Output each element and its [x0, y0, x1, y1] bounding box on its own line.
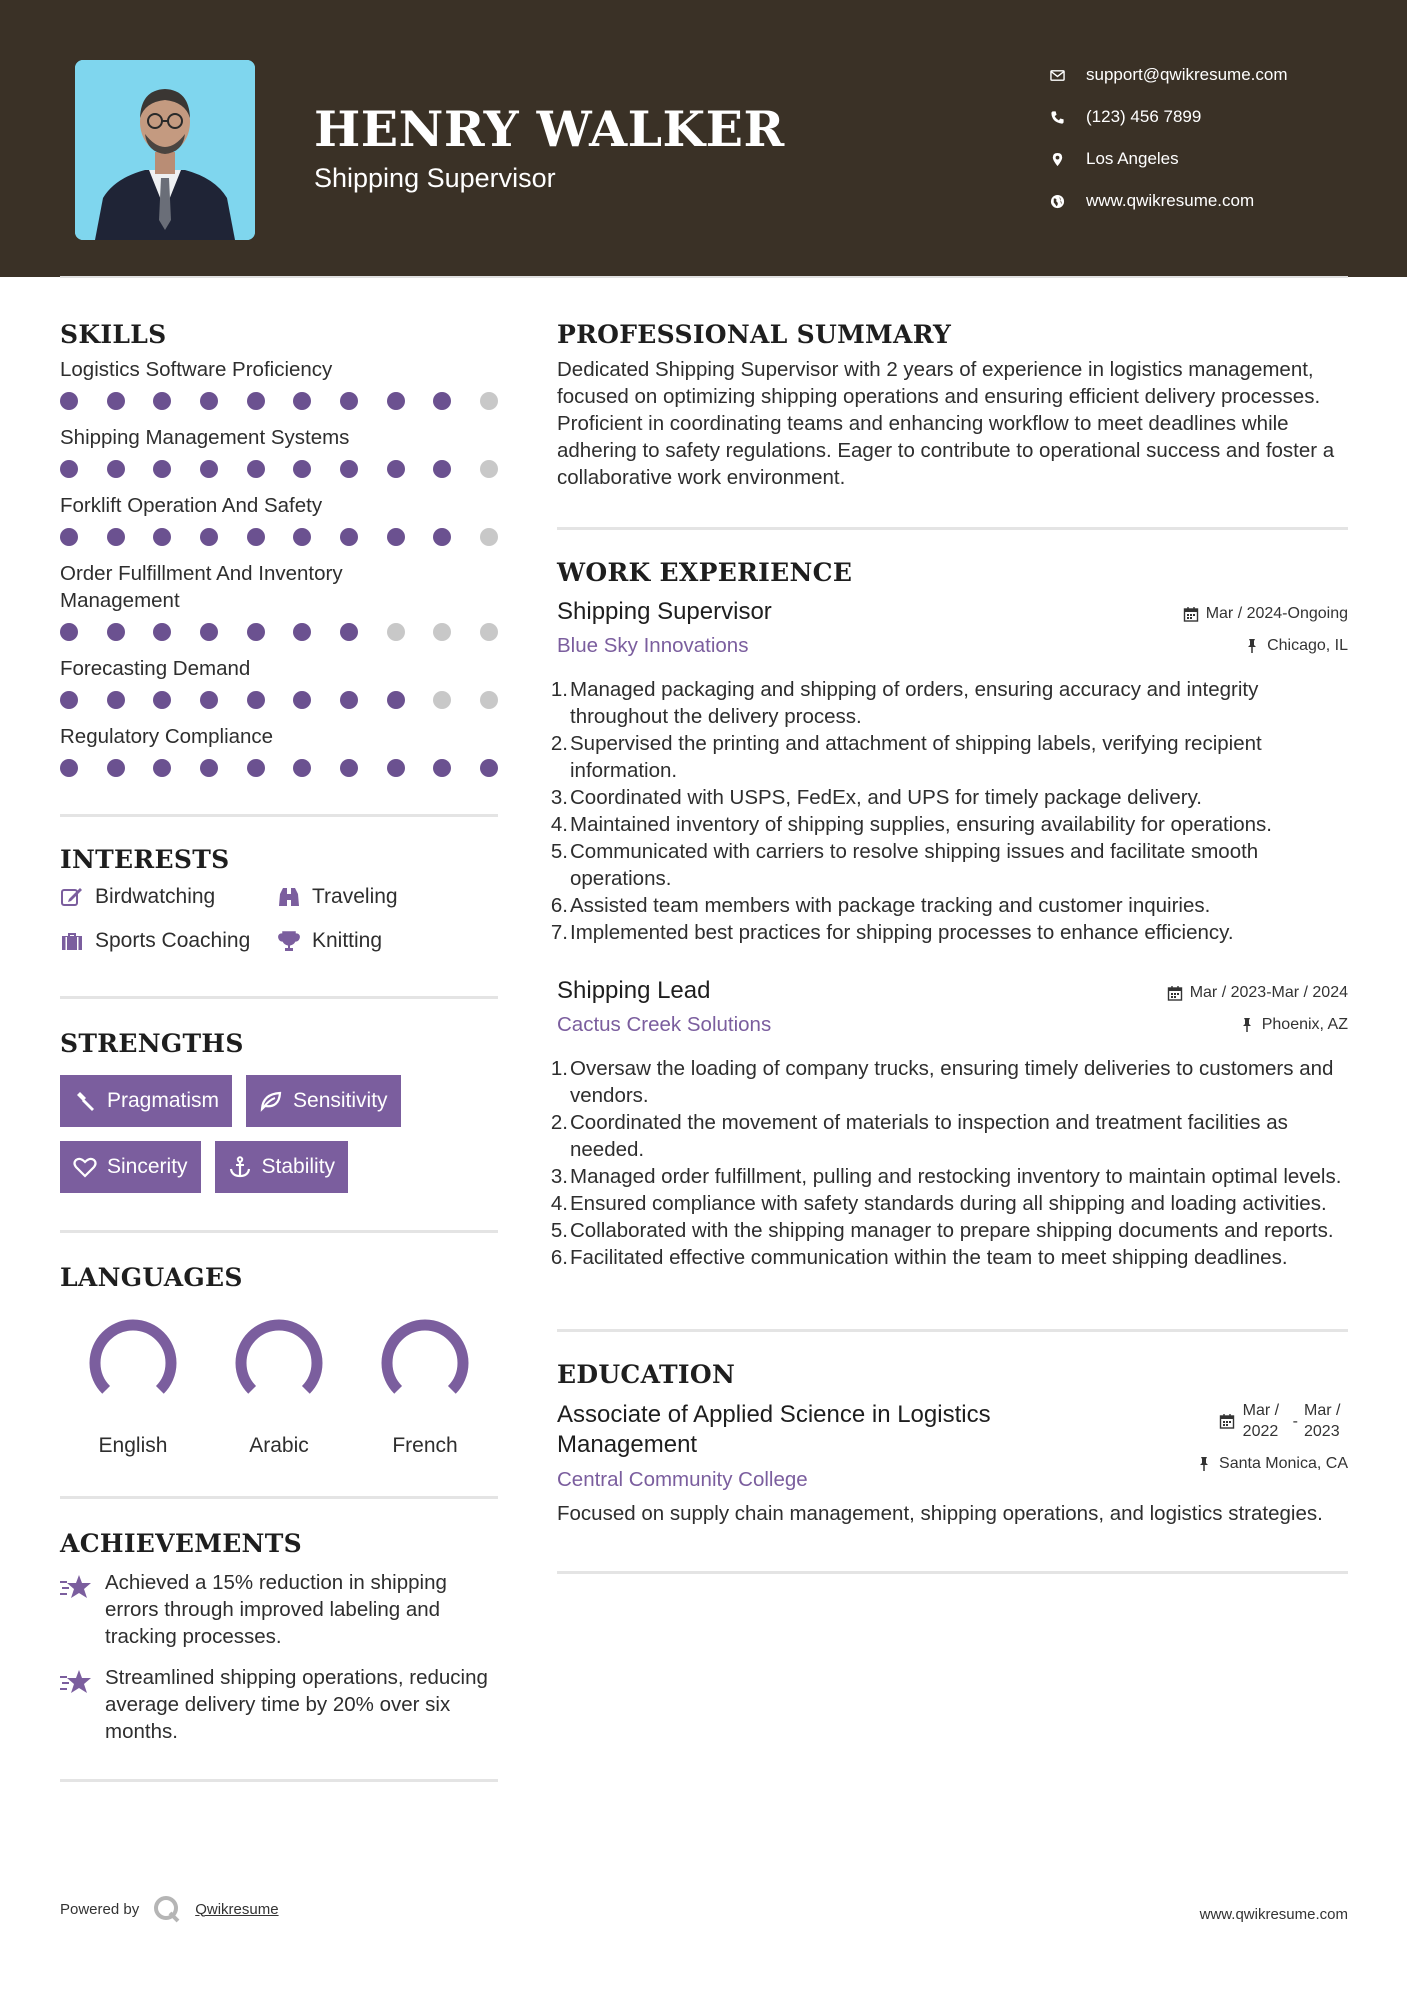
interest-item — [60, 885, 277, 909]
language-ring — [83, 1313, 183, 1413]
edit-icon — [60, 886, 95, 908]
job-date — [1167, 977, 1348, 1009]
job-role: Shipping Lead — [557, 977, 711, 1004]
rating-dot — [433, 623, 451, 641]
language-name: Arabic — [249, 1434, 309, 1457]
rating-dot — [480, 392, 498, 410]
rating-dot — [153, 691, 171, 709]
section-divider — [60, 1779, 498, 1782]
language-item — [206, 1313, 352, 1458]
rating-dot — [433, 759, 451, 777]
strength-badge — [215, 1141, 349, 1193]
education-end: Mar / 2023 — [1304, 1402, 1341, 1440]
skill-item — [60, 424, 498, 478]
rating-dot — [153, 623, 171, 641]
education-start: Mar / 2022 — [1242, 1402, 1280, 1440]
interest-item — [277, 929, 497, 953]
skill-item — [60, 560, 498, 641]
rating-dot — [60, 623, 78, 641]
language-ring — [229, 1313, 329, 1413]
job-bullet — [550, 730, 1348, 784]
powered-by-text: Powered by — [60, 1900, 140, 1918]
pushpin-icon — [1239, 1017, 1255, 1033]
job-company: Cactus Creek Solutions — [557, 1013, 772, 1036]
strengths-title: STRENGTHS — [60, 1029, 244, 1058]
strength-badge — [60, 1075, 232, 1127]
rating-dot — [293, 759, 311, 777]
pushpin-icon — [1244, 638, 1260, 654]
achievement-text: Achieved a 15% reduction in shipping errors through improved labeling and tracking processes. — [105, 1571, 447, 1648]
rating-dot — [293, 528, 311, 546]
education-separator: - — [1292, 1412, 1298, 1430]
job-location-text: Phoenix, AZ — [1261, 1016, 1348, 1033]
contact-phone-text: (123) 456 7899 — [1086, 107, 1202, 126]
skill-rating — [60, 392, 498, 410]
rating-dot — [247, 392, 265, 410]
skill-rating — [60, 623, 498, 641]
skill-item — [60, 356, 498, 410]
language-item — [60, 1313, 206, 1458]
rating-dot — [387, 460, 405, 478]
bullet-number: 6. — [550, 1246, 568, 1269]
bullet-number: 5. — [550, 1219, 568, 1242]
section-divider — [557, 527, 1348, 530]
interest-item — [277, 885, 497, 909]
rating-dot — [60, 759, 78, 777]
rating-dot — [153, 460, 171, 478]
skill-name: Forklift Operation And Safety — [60, 494, 323, 517]
left-column — [60, 320, 498, 1782]
bullet-number: 4. — [550, 813, 568, 836]
rating-dot — [153, 528, 171, 546]
interest-label: Knitting — [312, 929, 383, 952]
interest-label: Traveling — [312, 885, 398, 908]
contact-location — [1050, 138, 1288, 180]
job-bullet — [550, 676, 1348, 730]
rating-dot — [247, 528, 265, 546]
rating-dot — [200, 759, 218, 777]
rating-dot — [340, 528, 358, 546]
section-divider — [60, 1230, 498, 1233]
job-bullet — [550, 784, 1348, 811]
rating-dot — [433, 691, 451, 709]
bullet-number: 6. — [550, 894, 568, 917]
rating-dot — [247, 691, 265, 709]
skill-rating — [60, 528, 498, 546]
contact-email[interactable] — [1050, 54, 1288, 96]
rating-dot — [340, 623, 358, 641]
bullet-number: 3. — [550, 786, 568, 809]
job-bullet — [550, 892, 1348, 919]
languages-title: LANGUAGES — [60, 1263, 243, 1292]
rating-dot — [480, 460, 498, 478]
calendar-icon — [1219, 1413, 1235, 1429]
leaf-icon — [259, 1090, 283, 1112]
job-location-text: Chicago, IL — [1267, 637, 1348, 654]
gavel-icon — [73, 1090, 97, 1112]
rating-dot — [200, 691, 218, 709]
achievement-item — [60, 1664, 498, 1745]
job-location — [1183, 630, 1348, 662]
footer-url[interactable]: www.qwikresume.com — [1199, 1906, 1348, 1923]
bullet-text: Communicated with carriers to resolve shipping issues and facilitate smooth operations. — [570, 840, 1259, 890]
skill-name: Logistics Software Proficiency — [60, 358, 333, 381]
rating-dot — [200, 460, 218, 478]
briefcase-icon — [60, 930, 95, 952]
bullet-text: Oversaw the loading of company trucks, ensuring timely deliveries to customers and vendors. — [570, 1057, 1334, 1107]
contact-location-text: Los Angeles — [1086, 149, 1179, 168]
bullet-text: Managed packaging and shipping of orders, ensuring accuracy and integrity throughout the delivery process. — [570, 678, 1259, 728]
job-bullet — [550, 1055, 1348, 1109]
job-bullet — [550, 1109, 1348, 1163]
rating-dot — [340, 392, 358, 410]
rating-dot — [433, 460, 451, 478]
rating-dot — [293, 392, 311, 410]
rating-dot — [293, 691, 311, 709]
achievements-list — [60, 1569, 498, 1745]
job-bullets — [550, 1055, 1348, 1271]
skill-rating — [60, 691, 498, 709]
rating-dot — [200, 392, 218, 410]
resume-header — [0, 0, 1407, 277]
education-location-text: Santa Monica, CA — [1219, 1455, 1348, 1472]
education-title: EDUCATION — [557, 1360, 736, 1389]
bullet-text: Coordinated with USPS, FedEx, and UPS for timely package delivery. — [570, 786, 1202, 809]
contact-website-text: www.qwikresume.com — [1086, 191, 1255, 210]
skill-rating — [60, 759, 498, 777]
header-divider — [60, 276, 1348, 278]
education-location — [1196, 1448, 1348, 1480]
strengths-list — [60, 1075, 498, 1193]
strength-label: Pragmatism — [107, 1089, 220, 1112]
section-divider — [60, 996, 498, 999]
rating-dot — [387, 759, 405, 777]
bullet-number: 5. — [550, 840, 568, 863]
job-entry — [550, 977, 1348, 1271]
skills-list — [60, 356, 498, 777]
map-pin-icon — [1050, 152, 1086, 167]
calendar-icon — [1167, 985, 1183, 1001]
strength-badge — [246, 1075, 401, 1127]
bullet-text: Coordinated the movement of materials to inspection and treatment facilities as needed. — [570, 1111, 1288, 1161]
star-icon — [60, 1664, 105, 1745]
candidate-name: HENRY WALKER — [314, 100, 785, 158]
qwikresume-logo-icon — [153, 1895, 181, 1923]
interests-title: INTERESTS — [60, 845, 230, 874]
rating-dot — [247, 759, 265, 777]
strength-badge — [60, 1141, 201, 1193]
skill-name: Order Fulfillment And Inventory Management — [60, 562, 343, 612]
calendar-icon — [1183, 606, 1199, 622]
rating-dot — [340, 759, 358, 777]
pushpin-icon — [1196, 1456, 1212, 1472]
language-item — [352, 1313, 498, 1458]
interests-list — [60, 885, 498, 953]
skills-title: SKILLS — [60, 320, 167, 349]
education-description: Focused on supply chain management, shipping operations, and logistics strategies. — [557, 1502, 1323, 1525]
job-bullets — [550, 676, 1348, 946]
job-location — [1167, 1009, 1348, 1041]
languages-list — [60, 1313, 498, 1458]
rating-dot — [340, 691, 358, 709]
skill-name: Regulatory Compliance — [60, 725, 274, 748]
bullet-text: Facilitated effective communication within the team to meet shipping deadlines. — [570, 1246, 1288, 1269]
rating-dot — [480, 528, 498, 546]
experience-title: WORK EXPERIENCE — [557, 558, 853, 587]
bullet-number: 2. — [550, 732, 568, 755]
job-bullet — [550, 1190, 1348, 1217]
job-entry — [550, 598, 1348, 946]
rating-dot — [480, 759, 498, 777]
star-icon — [60, 1569, 105, 1650]
rating-dot — [107, 392, 125, 410]
bullet-text: Ensured compliance with safety standards during all shipping and loading activities. — [570, 1192, 1327, 1215]
job-role: Shipping Supervisor — [557, 598, 772, 625]
summary-text: Dedicated Shipping Supervisor with 2 years of experience in logistics management, focused on optimizing shipping operations and ensuring efficient delivery processes. Proficient in coordinating teams and enhancing workflow to meet deadlines while adhering to safety regulations. Eager to contribute to operational success and foster a collaborative work environment. — [557, 358, 1335, 489]
section-divider — [60, 1496, 498, 1499]
bullet-number: 2. — [550, 1111, 568, 1134]
bullet-number: 1. — [550, 678, 568, 701]
rating-dot — [107, 623, 125, 641]
rating-dot — [247, 460, 265, 478]
bullet-number: 1. — [550, 1057, 568, 1080]
job-bullet — [550, 1244, 1348, 1271]
bullet-number: 4. — [550, 1192, 568, 1215]
job-bullet — [550, 919, 1348, 946]
globe-icon — [1050, 194, 1086, 209]
language-name: English — [98, 1434, 168, 1457]
rating-dot — [107, 691, 125, 709]
achievement-text: Streamlined shipping operations, reducing average delivery time by 20% over six months. — [105, 1666, 488, 1743]
rating-dot — [60, 392, 78, 410]
rating-dot — [340, 460, 358, 478]
achievement-item — [60, 1569, 498, 1650]
contact-email-text: support@qwikresume.com — [1086, 65, 1288, 84]
rating-dot — [293, 460, 311, 478]
strength-label: Sensitivity — [293, 1089, 388, 1112]
profile-photo — [75, 60, 255, 240]
footer-powered-by — [60, 1895, 279, 1923]
rating-dot — [153, 759, 171, 777]
bullet-text: Implemented best practices for shipping processes to enhance efficiency. — [570, 921, 1234, 944]
rating-dot — [433, 392, 451, 410]
education-degree: Associate of Applied Science in Logistics Management — [557, 1401, 991, 1458]
strength-label: Stability — [261, 1155, 336, 1178]
summary-title: PROFESSIONAL SUMMARY — [557, 320, 952, 349]
education-date — [1196, 1400, 1348, 1442]
rating-dot — [387, 392, 405, 410]
bullet-text: Supervised the printing and attachment of shipping labels, verifying recipient information. — [570, 732, 1262, 782]
rating-dot — [480, 691, 498, 709]
section-divider — [557, 1571, 1348, 1574]
job-date-text: Mar / 2023-Mar / 2024 — [1189, 984, 1348, 1001]
rating-dot — [387, 528, 405, 546]
job-date — [1183, 598, 1348, 630]
rating-dot — [200, 528, 218, 546]
bullet-text: Managed order fulfillment, pulling and restocking inventory to maintain optimal levels. — [570, 1165, 1342, 1188]
job-company: Blue Sky Innovations — [557, 634, 749, 657]
education-entry — [557, 1400, 1348, 1492]
strength-label: Sincerity — [107, 1155, 188, 1178]
skill-name: Forecasting Demand — [60, 657, 251, 680]
education-school: Central Community College — [557, 1468, 808, 1491]
contact-phone[interactable] — [1050, 96, 1288, 138]
anchor-icon — [228, 1156, 252, 1178]
rating-dot — [200, 623, 218, 641]
bullet-number: 3. — [550, 1165, 568, 1188]
rating-dot — [387, 691, 405, 709]
rating-dot — [293, 623, 311, 641]
bullet-text: Collaborated with the shipping manager to prepare shipping documents and reports. — [570, 1219, 1334, 1242]
rating-dot — [433, 528, 451, 546]
job-bullet — [550, 838, 1348, 892]
rating-dot — [153, 392, 171, 410]
skill-item — [60, 655, 498, 709]
rating-dot — [107, 460, 125, 478]
rating-dot — [60, 528, 78, 546]
bullet-text: Assisted team members with package tracking and customer inquiries. — [570, 894, 1211, 917]
binoculars-icon — [277, 886, 312, 908]
heart-icon — [73, 1156, 97, 1178]
job-bullet — [550, 811, 1348, 838]
rating-dot — [60, 460, 78, 478]
skill-item — [60, 492, 498, 546]
achievements-title: ACHIEVEMENTS — [60, 1529, 302, 1558]
contact-website[interactable] — [1050, 180, 1288, 222]
rating-dot — [387, 623, 405, 641]
job-bullet — [550, 1217, 1348, 1244]
interest-item — [60, 929, 277, 953]
rating-dot — [480, 623, 498, 641]
contact-list — [1050, 54, 1288, 222]
skill-item — [60, 723, 498, 777]
rating-dot — [247, 623, 265, 641]
job-bullet — [550, 1163, 1348, 1190]
skill-rating — [60, 460, 498, 478]
qwikresume-link[interactable]: Qwikresume — [195, 1900, 279, 1918]
job-date-text: Mar / 2024-Ongoing — [1205, 605, 1348, 622]
language-ring — [375, 1313, 475, 1413]
section-divider — [557, 1329, 1348, 1332]
skill-name: Shipping Management Systems — [60, 426, 350, 449]
trophy-icon — [277, 930, 312, 952]
rating-dot — [107, 528, 125, 546]
interest-label: Sports Coaching — [95, 929, 251, 952]
section-divider — [60, 814, 498, 817]
rating-dot — [107, 759, 125, 777]
bullet-number: 7. — [550, 921, 568, 944]
right-column — [550, 320, 1348, 1574]
rating-dot — [60, 691, 78, 709]
envelope-icon — [1050, 68, 1086, 83]
interest-label: Birdwatching — [95, 885, 216, 908]
candidate-title: Shipping Supervisor — [314, 163, 556, 193]
bullet-text: Maintained inventory of shipping supplies, ensuring availability for operations. — [570, 813, 1272, 836]
phone-icon — [1050, 110, 1086, 125]
language-name: French — [392, 1434, 458, 1457]
